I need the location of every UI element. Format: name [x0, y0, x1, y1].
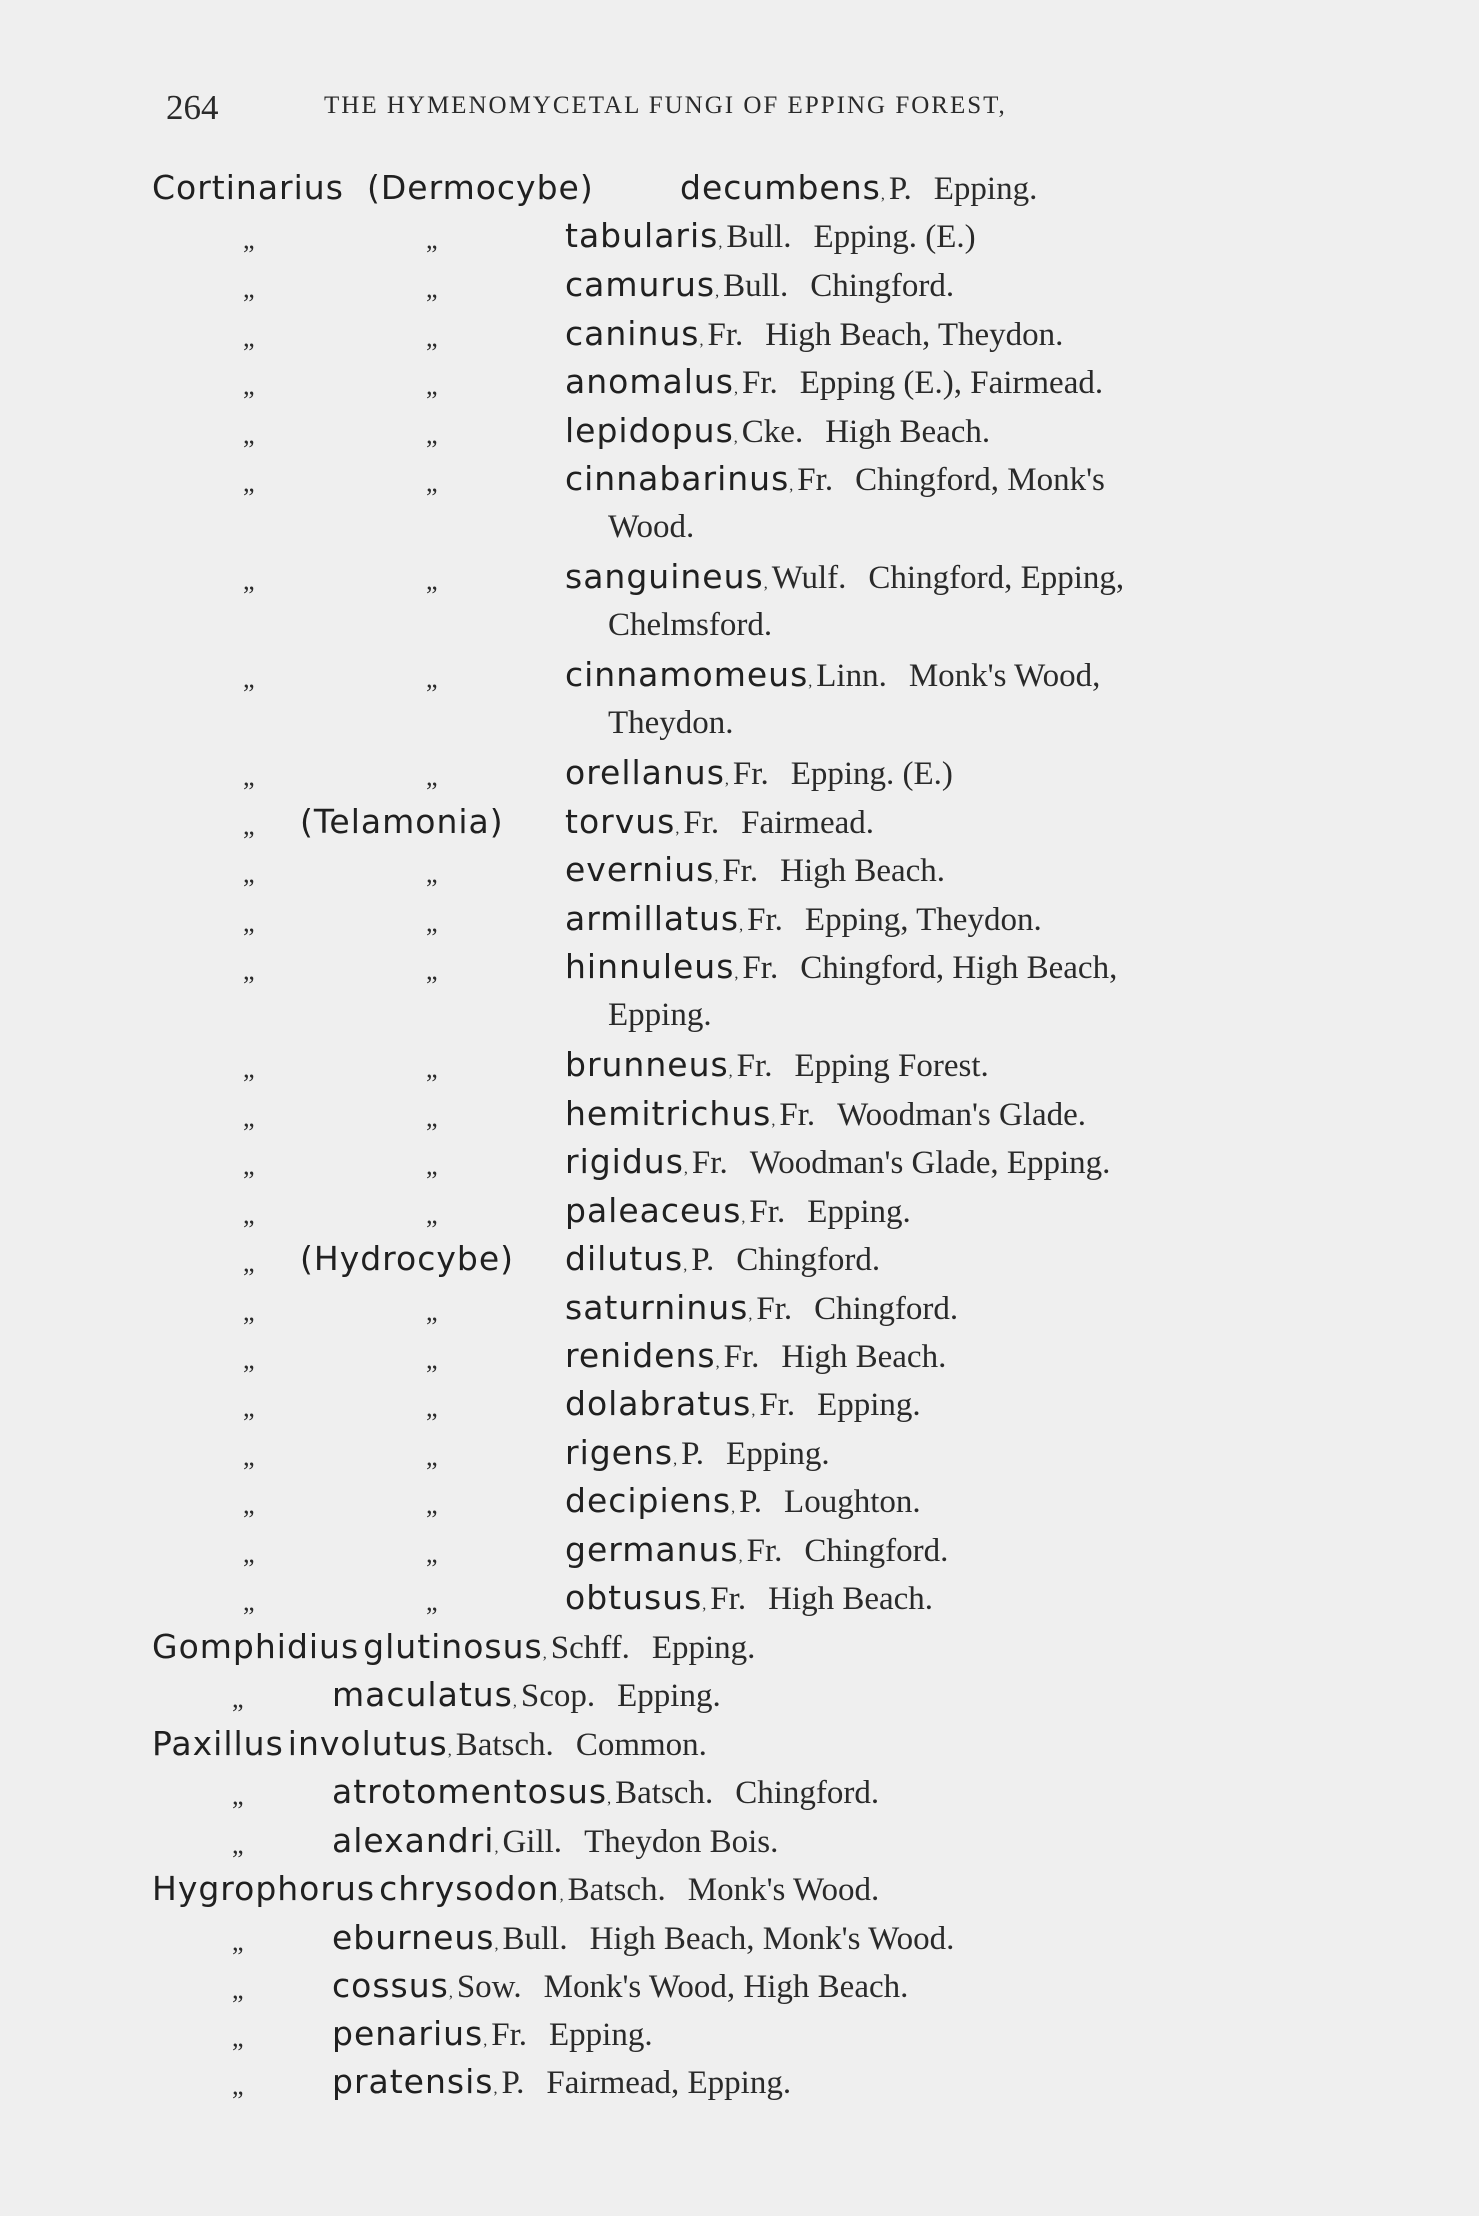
- species-text: tabularis, Bull. Epping. (E.): [565, 216, 976, 255]
- ditto-mark: „: [243, 1200, 255, 1229]
- ditto-mark: „: [426, 1393, 438, 1422]
- species-entry: [0, 1332, 1479, 1380]
- locality: Epping.: [651, 1630, 756, 1666]
- ditto-mark: „: [426, 566, 438, 595]
- species-name: lepidopus: [565, 411, 734, 450]
- author-citation: Bull.: [723, 268, 789, 304]
- author-citation: Fr.: [732, 756, 769, 792]
- ditto-mark: „: [243, 1490, 255, 1519]
- ditto-mark: „: [243, 468, 255, 497]
- locality-continuation: Theydon.: [608, 705, 734, 741]
- locality: Woodman's Glade.: [837, 1097, 1087, 1133]
- locality: Common.: [575, 1727, 707, 1763]
- ditto-mark: „: [243, 420, 255, 449]
- species-entry: [0, 798, 1479, 846]
- author-citation: Bull.: [726, 219, 792, 255]
- species-text: decumbens, P. Epping.: [680, 168, 1038, 207]
- species-entry: [0, 1914, 1479, 1962]
- species-name: camurus: [565, 265, 716, 304]
- locality: Chingford.: [735, 1775, 880, 1811]
- locality: Epping.: [549, 2017, 653, 2053]
- species-text: maculatus, Scop. Epping.: [332, 1675, 721, 1714]
- species-entry: [0, 1138, 1479, 1186]
- locality: Chingford.: [736, 1242, 881, 1278]
- author-citation: P.: [888, 171, 912, 207]
- locality: High Beach.: [768, 1581, 934, 1617]
- species-text: pratensis, P. Fairmead, Epping.: [332, 2062, 792, 2101]
- species-text: cinnamomeus, Linn. Monk's Wood,: [565, 655, 1101, 694]
- species-entry: [0, 1380, 1479, 1428]
- ditto-mark: „: [243, 811, 255, 840]
- page-header: [166, 88, 1176, 128]
- subgenus-name: (Telamonia): [300, 802, 504, 841]
- ditto-mark: „: [243, 1442, 255, 1471]
- species-entry: [0, 2010, 1479, 2058]
- species-name: dolabratus: [565, 1384, 752, 1423]
- subgenus-name: (Dermocybe): [367, 168, 594, 207]
- species-entry: [0, 1235, 1479, 1283]
- species-name: caninus: [565, 314, 700, 353]
- species-name: cinnamomeus: [565, 655, 809, 694]
- species-name: rigens: [565, 1433, 674, 1472]
- species-name: paleaceus: [565, 1191, 742, 1230]
- species-name: atrotomentosus: [332, 1772, 608, 1811]
- ditto-mark: „: [243, 908, 255, 937]
- ditto-mark: „: [243, 1587, 255, 1616]
- locality: Chingford.: [810, 268, 955, 304]
- species-text: alexandri, Gill. Theydon Bois.: [332, 1821, 779, 1860]
- species-text: atrotomentosus, Batsch. Chingford.: [332, 1772, 880, 1811]
- locality: High Beach.: [780, 853, 946, 889]
- species-entry: [0, 1041, 1479, 1089]
- locality: Chingford, High Beach,: [800, 950, 1118, 986]
- locality: Epping.: [817, 1387, 921, 1423]
- genus-name: Cortinarius: [152, 168, 344, 207]
- ditto-mark: „: [243, 1539, 255, 1568]
- species-name: chrysodon: [379, 1869, 560, 1908]
- species-entry: [0, 1429, 1479, 1477]
- ditto-mark: „: [426, 1200, 438, 1229]
- species-text: saturninus, Fr. Chingford.: [565, 1288, 959, 1327]
- ditto-mark: „: [243, 859, 255, 888]
- species-name: dilutus: [565, 1239, 684, 1278]
- ditto-mark: „: [426, 908, 438, 937]
- species-entry: [0, 455, 1479, 503]
- ditto-mark: „: [232, 1830, 244, 1859]
- ditto-mark: „: [426, 1103, 438, 1132]
- ditto-mark: „: [243, 1151, 255, 1180]
- species-text: anomalus, Fr. Epping (E.), Fairmead.: [565, 362, 1104, 401]
- species-text: armillatus, Fr. Epping, Theydon.: [565, 899, 1042, 938]
- locality: Epping.: [807, 1194, 911, 1230]
- species-entry: [0, 1574, 1479, 1622]
- ditto-mark: „: [426, 1151, 438, 1180]
- species-name: germanus: [565, 1530, 739, 1569]
- species-entry: [0, 1187, 1479, 1235]
- running-title: THE HYMENOMYCETAL FUNGI OF EPPING FOREST,: [324, 92, 1007, 119]
- locality: High Beach, Theydon.: [765, 317, 1064, 353]
- locality: Woodman's Glade, Epping.: [749, 1145, 1111, 1181]
- species-entry: [0, 1865, 1479, 1913]
- locality-continuation: Wood.: [608, 509, 695, 545]
- locality: Epping.: [617, 1678, 721, 1714]
- ditto-mark: „: [426, 664, 438, 693]
- species-text: Paxillus involutus, Batsch. Common.: [152, 1724, 707, 1763]
- species-entry: [0, 407, 1479, 455]
- species-entry: [0, 1090, 1479, 1138]
- author-citation: Schff.: [550, 1630, 630, 1666]
- species-name: saturninus: [565, 1288, 749, 1327]
- genus-name: Hygrophorus: [152, 1869, 376, 1908]
- species-entry: [0, 164, 1479, 212]
- locality: Monk's Wood, High Beach.: [543, 1969, 909, 2005]
- species-entry: [0, 358, 1479, 406]
- author-citation: Fr.: [723, 1339, 760, 1375]
- species-entry: [0, 1284, 1479, 1332]
- ditto-mark: „: [426, 1345, 438, 1374]
- species-entry: [0, 212, 1479, 260]
- species-text: caninus, Fr. High Beach, Theydon.: [565, 314, 1064, 353]
- author-citation: Fr.: [742, 950, 779, 986]
- species-name: torvus: [565, 802, 676, 841]
- author-citation: Gill.: [502, 1824, 563, 1860]
- species-entry: [0, 895, 1479, 943]
- species-text: hinnuleus, Fr. Chingford, High Beach,: [565, 947, 1118, 986]
- species-text: paleaceus, Fr. Epping.: [565, 1191, 911, 1230]
- author-citation: Fr.: [683, 805, 720, 841]
- page-number: 264: [166, 88, 219, 127]
- author-citation: P.: [681, 1436, 705, 1472]
- species-name: evernius: [565, 850, 715, 889]
- ditto-mark: „: [243, 1248, 255, 1277]
- ditto-mark: „: [232, 2071, 244, 2100]
- species-name: hinnuleus: [565, 947, 735, 986]
- species-name: alexandri: [332, 1821, 495, 1860]
- species-text: Hygrophorus chrysodon, Batsch. Monk's Wood.: [152, 1869, 880, 1908]
- ditto-mark: „: [243, 1054, 255, 1083]
- species-entry: [0, 310, 1479, 358]
- species-text: evernius, Fr. High Beach.: [565, 850, 946, 889]
- ditto-mark: „: [243, 274, 255, 303]
- species-name: obtusus: [565, 1578, 703, 1617]
- ditto-mark: „: [426, 1054, 438, 1083]
- author-citation: Fr.: [691, 1145, 728, 1181]
- species-entry: [0, 1526, 1479, 1574]
- species-entry: [0, 261, 1479, 309]
- ditto-mark: „: [426, 1297, 438, 1326]
- species-entry: [0, 1962, 1479, 2010]
- species-name: armillatus: [565, 899, 740, 938]
- author-citation: Fr.: [779, 1097, 816, 1133]
- ditto-mark: „: [426, 859, 438, 888]
- ditto-mark: „: [426, 1539, 438, 1568]
- locality: Loughton.: [784, 1484, 921, 1520]
- locality: Chingford.: [804, 1533, 949, 1569]
- ditto-mark: „: [243, 956, 255, 985]
- species-text: penarius, Fr. Epping.: [332, 2014, 653, 2053]
- author-citation: Fr.: [491, 2017, 528, 2053]
- species-name: hemitrichus: [565, 1094, 772, 1133]
- subgenus-name: (Hydrocybe): [300, 1239, 514, 1278]
- locality: Epping.: [726, 1436, 830, 1472]
- ditto-mark: „: [232, 1684, 244, 1713]
- locality: Chingford, Monk's: [855, 462, 1105, 498]
- species-name: pratensis: [332, 2062, 494, 2101]
- species-entry: [0, 846, 1479, 894]
- species-text: rigens, P. Epping.: [565, 1433, 830, 1472]
- ditto-mark: „: [232, 2023, 244, 2052]
- species-name: decumbens: [680, 168, 881, 207]
- ditto-mark: „: [232, 1927, 244, 1956]
- species-name: cossus: [332, 1966, 449, 2005]
- ditto-mark: „: [426, 762, 438, 791]
- species-name: anomalus: [565, 362, 734, 401]
- ditto-mark: „: [232, 1781, 244, 1810]
- species-name: cinnabarinus: [565, 459, 790, 498]
- species-text: decipiens, P. Loughton.: [565, 1481, 921, 1520]
- locality: Fairmead.: [741, 805, 874, 841]
- locality-continuation: Epping.: [608, 997, 712, 1033]
- ditto-mark: „: [426, 1490, 438, 1519]
- ditto-mark: „: [426, 1442, 438, 1471]
- genus-name: Gomphidius: [152, 1627, 360, 1666]
- author-citation: Fr.: [747, 902, 783, 938]
- author-citation: Wulf.: [771, 560, 847, 596]
- species-entry: [0, 1720, 1479, 1768]
- ditto-mark: „: [243, 323, 255, 352]
- species-text: cinnabarinus, Fr. Chingford, Monk's: [565, 459, 1105, 498]
- species-name: eburneus: [332, 1918, 495, 1957]
- ditto-mark: „: [426, 956, 438, 985]
- ditto-mark: „: [243, 1297, 255, 1326]
- species-entry: [0, 1477, 1479, 1525]
- species-text: dilutus, P. Chingford.: [565, 1239, 881, 1278]
- species-name: glutinosus: [363, 1627, 543, 1666]
- species-text: torvus, Fr. Fairmead.: [565, 802, 874, 841]
- species-name: decipiens: [565, 1481, 732, 1520]
- species-text: camurus, Bull. Chingford.: [565, 265, 955, 304]
- species-text: eburneus, Bull. High Beach, Monk's Wood.: [332, 1918, 955, 1957]
- genus-name: Paxillus: [152, 1724, 284, 1763]
- ditto-mark: „: [426, 468, 438, 497]
- author-citation: Fr.: [749, 1194, 786, 1230]
- species-entry: [0, 1623, 1479, 1671]
- species-text: obtusus, Fr. High Beach.: [565, 1578, 934, 1617]
- species-name: tabularis: [565, 216, 719, 255]
- author-citation: Linn.: [816, 658, 887, 694]
- author-citation: P.: [739, 1484, 763, 1520]
- author-citation: Fr.: [736, 1048, 773, 1084]
- species-entry: [0, 2058, 1479, 2106]
- author-citation: Fr.: [707, 317, 744, 353]
- locality: High Beach.: [781, 1339, 947, 1375]
- locality: High Beach, Monk's Wood.: [589, 1921, 955, 1957]
- ditto-mark: „: [243, 1103, 255, 1132]
- locality: Monk's Wood.: [687, 1872, 880, 1908]
- ditto-mark: „: [243, 566, 255, 595]
- species-name: rigidus: [565, 1142, 684, 1181]
- locality: High Beach.: [825, 414, 991, 450]
- locality: Epping Forest.: [794, 1048, 989, 1084]
- species-entry: [0, 943, 1479, 991]
- locality-continuation: Chelmsford.: [608, 607, 773, 643]
- ditto-mark: „: [426, 420, 438, 449]
- locality: Fairmead, Epping.: [546, 2065, 792, 2101]
- author-citation: Batsch.: [567, 1872, 666, 1908]
- species-text: orellanus, Fr. Epping. (E.): [565, 753, 953, 792]
- ditto-mark: „: [243, 371, 255, 400]
- locality: Epping. (E.): [790, 756, 953, 792]
- species-name: orellanus: [565, 753, 725, 792]
- ditto-mark: „: [243, 1345, 255, 1374]
- author-citation: Fr.: [759, 1387, 796, 1423]
- species-text: cossus, Sow. Monk's Wood, High Beach.: [332, 1966, 909, 2005]
- author-citation: P.: [501, 2065, 525, 2101]
- locality: Epping, Theydon.: [804, 902, 1042, 938]
- ditto-mark: „: [426, 371, 438, 400]
- locality: Theydon Bois.: [584, 1824, 779, 1860]
- ditto-mark: „: [243, 762, 255, 791]
- author-citation: Fr.: [756, 1291, 793, 1327]
- species-entry: [0, 651, 1479, 699]
- species-text: lepidopus, Cke. High Beach.: [565, 411, 991, 450]
- ditto-mark: „: [232, 1975, 244, 2004]
- species-text: hemitrichus, Fr. Woodman's Glade.: [565, 1094, 1087, 1133]
- species-entry: [0, 553, 1479, 601]
- author-citation: Fr.: [746, 1533, 783, 1569]
- species-name: penarius: [332, 2014, 484, 2053]
- species-text: sanguineus, Wulf. Chingford, Epping,: [565, 557, 1125, 596]
- author-citation: Fr.: [741, 365, 778, 401]
- species-text: germanus, Fr. Chingford.: [565, 1530, 949, 1569]
- ditto-mark: „: [243, 225, 255, 254]
- species-text: rigidus, Fr. Woodman's Glade, Epping.: [565, 1142, 1111, 1181]
- ditto-mark: „: [426, 323, 438, 352]
- species-entry: [0, 749, 1479, 797]
- species-entry: [0, 1817, 1479, 1865]
- ditto-mark: „: [426, 225, 438, 254]
- author-citation: Batsch.: [615, 1775, 714, 1811]
- locality: Chingford, Epping,: [868, 560, 1125, 596]
- locality: Epping (E.), Fairmead.: [799, 365, 1104, 401]
- species-text: renidens, Fr. High Beach.: [565, 1336, 947, 1375]
- species-entry: [0, 1671, 1479, 1719]
- author-citation: Batsch.: [455, 1727, 554, 1763]
- ditto-mark: „: [243, 664, 255, 693]
- species-name: maculatus: [332, 1675, 513, 1714]
- author-citation: P.: [691, 1242, 715, 1278]
- species-name: sanguineus: [565, 557, 764, 596]
- locality: Chingford.: [814, 1291, 959, 1327]
- species-text: brunneus, Fr. Epping Forest.: [565, 1045, 989, 1084]
- ditto-mark: „: [426, 274, 438, 303]
- ditto-mark: „: [243, 1393, 255, 1422]
- author-citation: Cke.: [741, 414, 804, 450]
- ditto-mark: „: [426, 1587, 438, 1616]
- species-name: involutus: [287, 1724, 448, 1763]
- species-text: dolabratus, Fr. Epping.: [565, 1384, 921, 1423]
- author-citation: Sow.: [456, 1969, 522, 2005]
- author-citation: Bull.: [502, 1921, 568, 1957]
- locality: Epping.: [933, 171, 1038, 207]
- species-name: renidens: [565, 1336, 716, 1375]
- author-citation: Fr.: [722, 853, 759, 889]
- locality: Epping. (E.): [813, 219, 976, 255]
- species-text: Gomphidius glutinosus, Schff. Epping.: [152, 1627, 756, 1666]
- locality: Monk's Wood,: [908, 658, 1101, 694]
- species-name: brunneus: [565, 1045, 729, 1084]
- author-citation: Fr.: [797, 462, 834, 498]
- author-citation: Scop.: [520, 1678, 596, 1714]
- author-citation: Fr.: [710, 1581, 747, 1617]
- species-entry: [0, 1768, 1479, 1816]
